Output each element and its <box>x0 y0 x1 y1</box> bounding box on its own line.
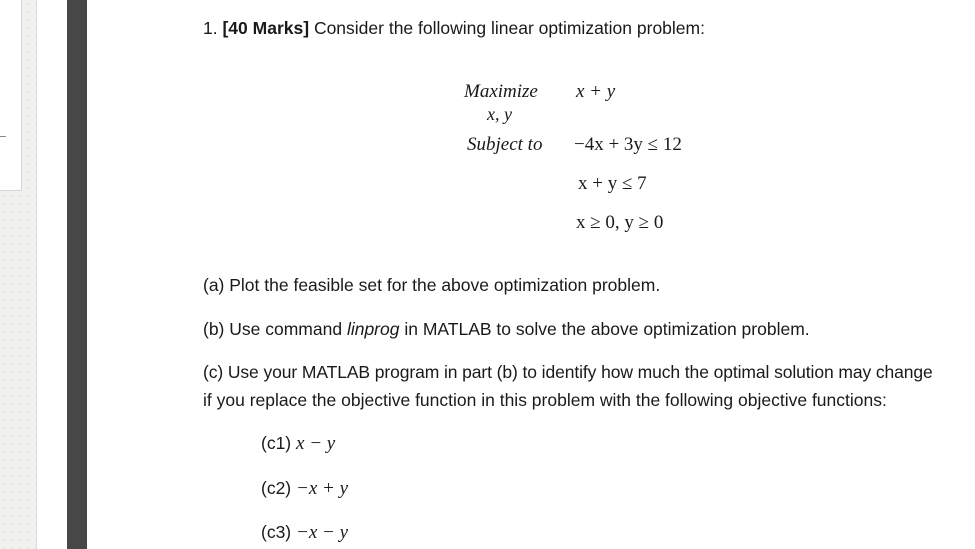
constraint-2: x + y ≤ 7 <box>578 173 647 194</box>
subpart-c3: (c3) −x − y <box>261 522 349 543</box>
part-c-line2: if you replace the objective function in this problem with the following objective functions: <box>203 390 887 410</box>
constraint-1: −4x + 3y ≤ 12 <box>574 134 682 155</box>
objective-function: x + y <box>576 81 616 102</box>
question-intro: Consider the following linear optimization problem: <box>313 18 705 38</box>
question-number: 1. <box>203 18 218 38</box>
part-c-line1: (c) Use your MATLAB program in part (b) to identify how much the optimal solution may change <box>203 362 933 382</box>
part-a: (a) Plot the feasible set for the above optimization problem. <box>203 275 661 295</box>
question-title <box>203 18 705 39</box>
subject-to-label: Subject to <box>467 134 543 155</box>
maximize-label: Maximize <box>464 81 538 102</box>
linprog-command: linprog <box>346 319 400 339</box>
subpart-c2: (c2) −x + y <box>261 478 349 499</box>
subpart-c1: (c1) x − y <box>261 433 336 454</box>
decision-variables: x, y <box>487 104 512 124</box>
part-b: (b) Use command linprog in MATLAB to solve the above optimization problem. <box>203 319 810 339</box>
constraint-3: x ≥ 0, y ≥ 0 <box>576 212 664 233</box>
question-marks: [40 Marks] <box>222 18 310 38</box>
